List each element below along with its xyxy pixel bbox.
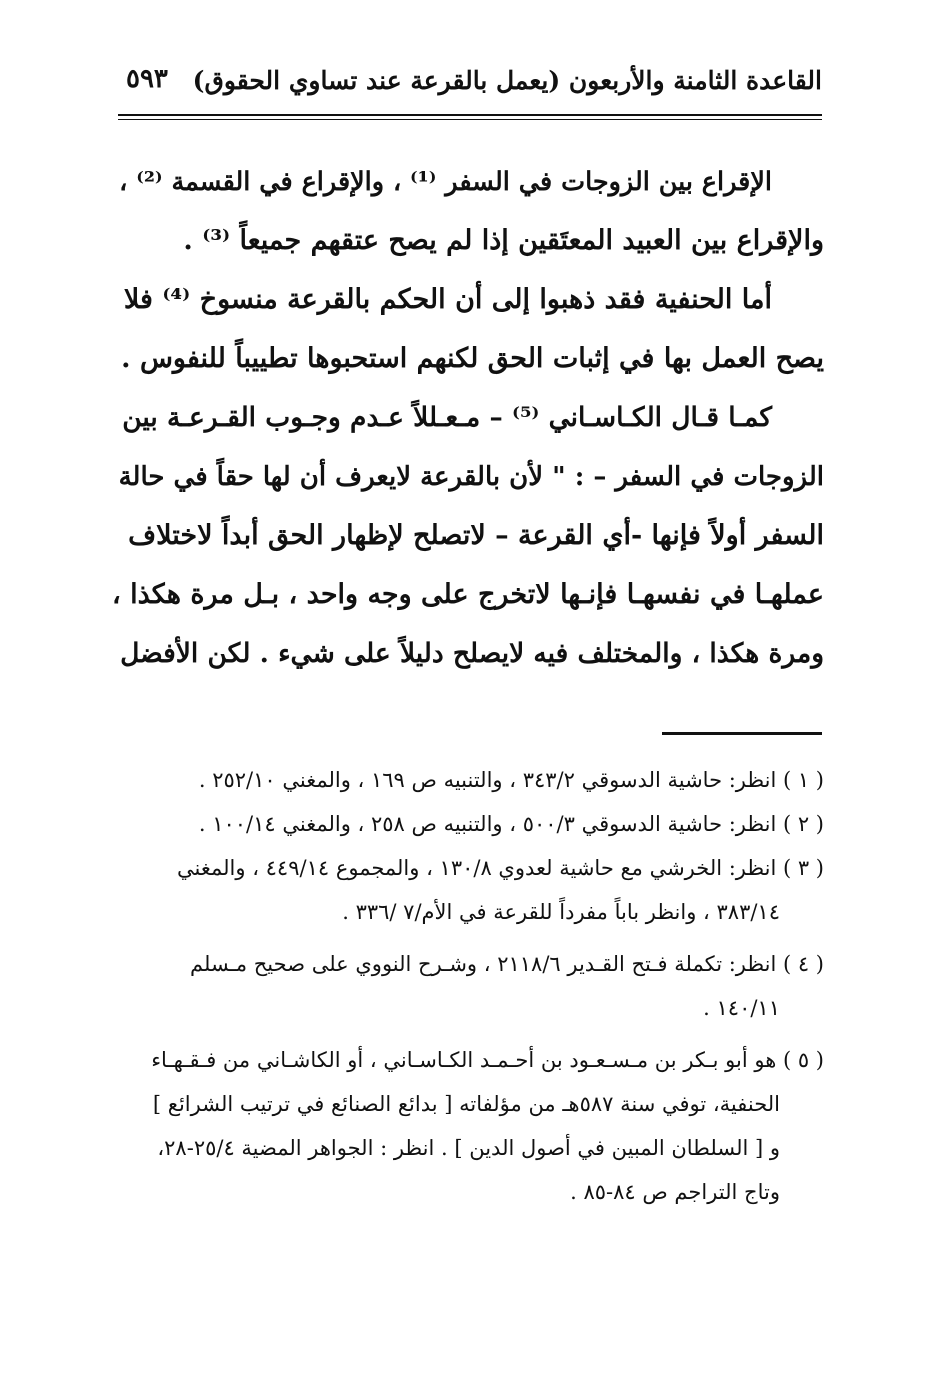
- header-rule: [118, 114, 822, 116]
- running-header: [118, 62, 822, 106]
- text-line: يصح العمل بها في إثبات الحق لكنهم استحبوها تطييباً للنفوس .: [121, 343, 824, 374]
- text-line: أما الحنفية فقد ذهبوا إلى أن الحكم بالقرعة منسوخ ⁽⁴⁾ فلا: [123, 284, 772, 315]
- paragraph: [112, 152, 824, 270]
- footnote-gap: [108, 934, 824, 942]
- footnote-4: [108, 942, 824, 1030]
- footnote-gap: [108, 1030, 824, 1038]
- footnote-line: ( ٣ ) انظر: الخرشي مع حاشية لعدوي ١٣٠/٨ ، والمجموع ٤٤٩/١٤ ، والمغني: [177, 856, 824, 880]
- footnote-1: [108, 758, 824, 802]
- text-line: ومرة هكذا ، والمختلف فيه لايصلح دليلاً على شيء . لكن الأفضل: [120, 638, 824, 669]
- footnote-5: [108, 1038, 824, 1214]
- text-line: الزوجات في السفر – : " لأن بالقرعة لايعرف أن لها حقاً في حالة: [118, 462, 824, 492]
- footnote-line: ( ٢ ) انظر: حاشية الدسوقي ٥٠٠/٣ ، والتنبيه ص ٢٥٨ ، والمغني ١٠٠/١٤ .: [198, 812, 824, 836]
- footnote-2: [108, 802, 824, 846]
- text-line: كمـا قـال الكـاسـاني ⁽⁵⁾ – مـعـللاً عـدم وجـوب القـرعـة بين: [122, 402, 772, 433]
- footnote-separator: [662, 732, 822, 735]
- text-line: والإقراع بين العبيد المعتَقين إذا لم يصح عتقهم جميعاً ⁽³⁾ .: [183, 225, 824, 256]
- footnote-line: ( ٤ ) انظر: تكملة فـتح القـدير ٢١١٨/٦ ، وشـرح النووي على صحيح مـسلم: [190, 952, 824, 976]
- text-line: عملهـا في نفسهـا فإنـها لاتخرج على وجه واحد ، بـل مرة هكذا ،: [112, 579, 824, 610]
- footnote-line: وتاج التراجم ص ٨٤-٨٥ .: [570, 1180, 780, 1204]
- header-title: القاعدة الثامنة والأربعون (يعمل بالقرعة عند تساوي الحقوق): [192, 66, 822, 95]
- footnote-line: ( ١ ) انظر: حاشية الدسوقي ٣٤٣/٢ ، والتنبيه ص ١٦٩ ، والمغني ٢٥٢/١٠ .: [198, 768, 824, 792]
- footnote-line: الحنفية، توفي سنة ٥٨٧هـ من مؤلفاته [ بدائع الصنائع في ترتيب الشرائع ]: [152, 1092, 780, 1116]
- page-number: ٥٩٣: [126, 64, 168, 94]
- main-text: [112, 152, 824, 683]
- footnotes: [108, 758, 824, 1214]
- footnote-line: و [ السلطان المبين في أصول الدين ] . انظر : الجواهر المضية ٢٥/٤-٢٨،: [157, 1136, 780, 1160]
- header-rule-thin: [118, 119, 822, 120]
- footnote-line: ٣٨٣/١٤ ، وانظر باباً مفرداً للقرعة في الأم/٧ /٣٣٦ .: [342, 900, 780, 924]
- footnote-3: [108, 846, 824, 934]
- text-line: السفر أولاً فإنها -أي القرعة – لاتصلح لإظهار الحق أبداً لاختلاف: [128, 520, 824, 551]
- paragraph: [112, 270, 824, 388]
- footnote-line: ١٤٠/١١ .: [703, 996, 780, 1020]
- paragraph: [112, 388, 824, 683]
- text-line: الإقراع بين الزوجات في السفر ⁽¹⁾ ، والإقراع في القسمة ⁽²⁾ ،: [119, 167, 772, 197]
- footnote-line: ( ٥ ) هو أبو بـكر بن مـسـعـود بن أحـمـد الكـاسـاني ، أو الكاشـاني من فـقـهـاء: [151, 1048, 824, 1072]
